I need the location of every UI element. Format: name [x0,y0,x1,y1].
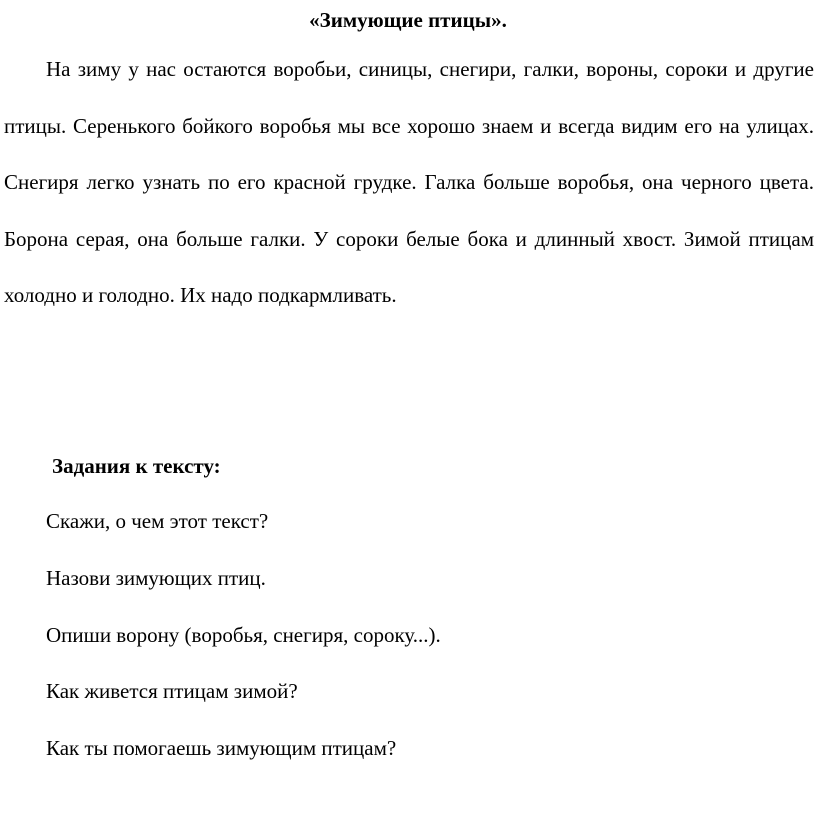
task-item: Опиши ворону (воробья, снегиря, сороку...). [46,623,441,647]
tasks-heading: Задания к тексту: [52,454,221,478]
task-item: Назови зимующих птиц. [46,566,266,590]
story-paragraph: На зиму у нас остаются воробьи, синицы, снегири, галки, вороны, сороки и другие птицы. Серенького бойкого воробья мы все хорошо знаем и всегда видим его на улицах. Снегиря легко узнать по его красной грудке. Галка больше воробья, она черного цвета. Борона серая, она больше галки. У сороки белые бока и длинный хвост. Зимой птицам холодно и голодно. Их надо подкармливать. [4,57,814,308]
task-item: Как живется птицам зимой? [46,679,298,703]
task-item: Скажи, о чем этот текст? [46,509,269,533]
task-item: Как ты помогаешь зимующим птицам? [46,736,397,760]
document-title: «Зимующие птицы». [309,8,507,32]
